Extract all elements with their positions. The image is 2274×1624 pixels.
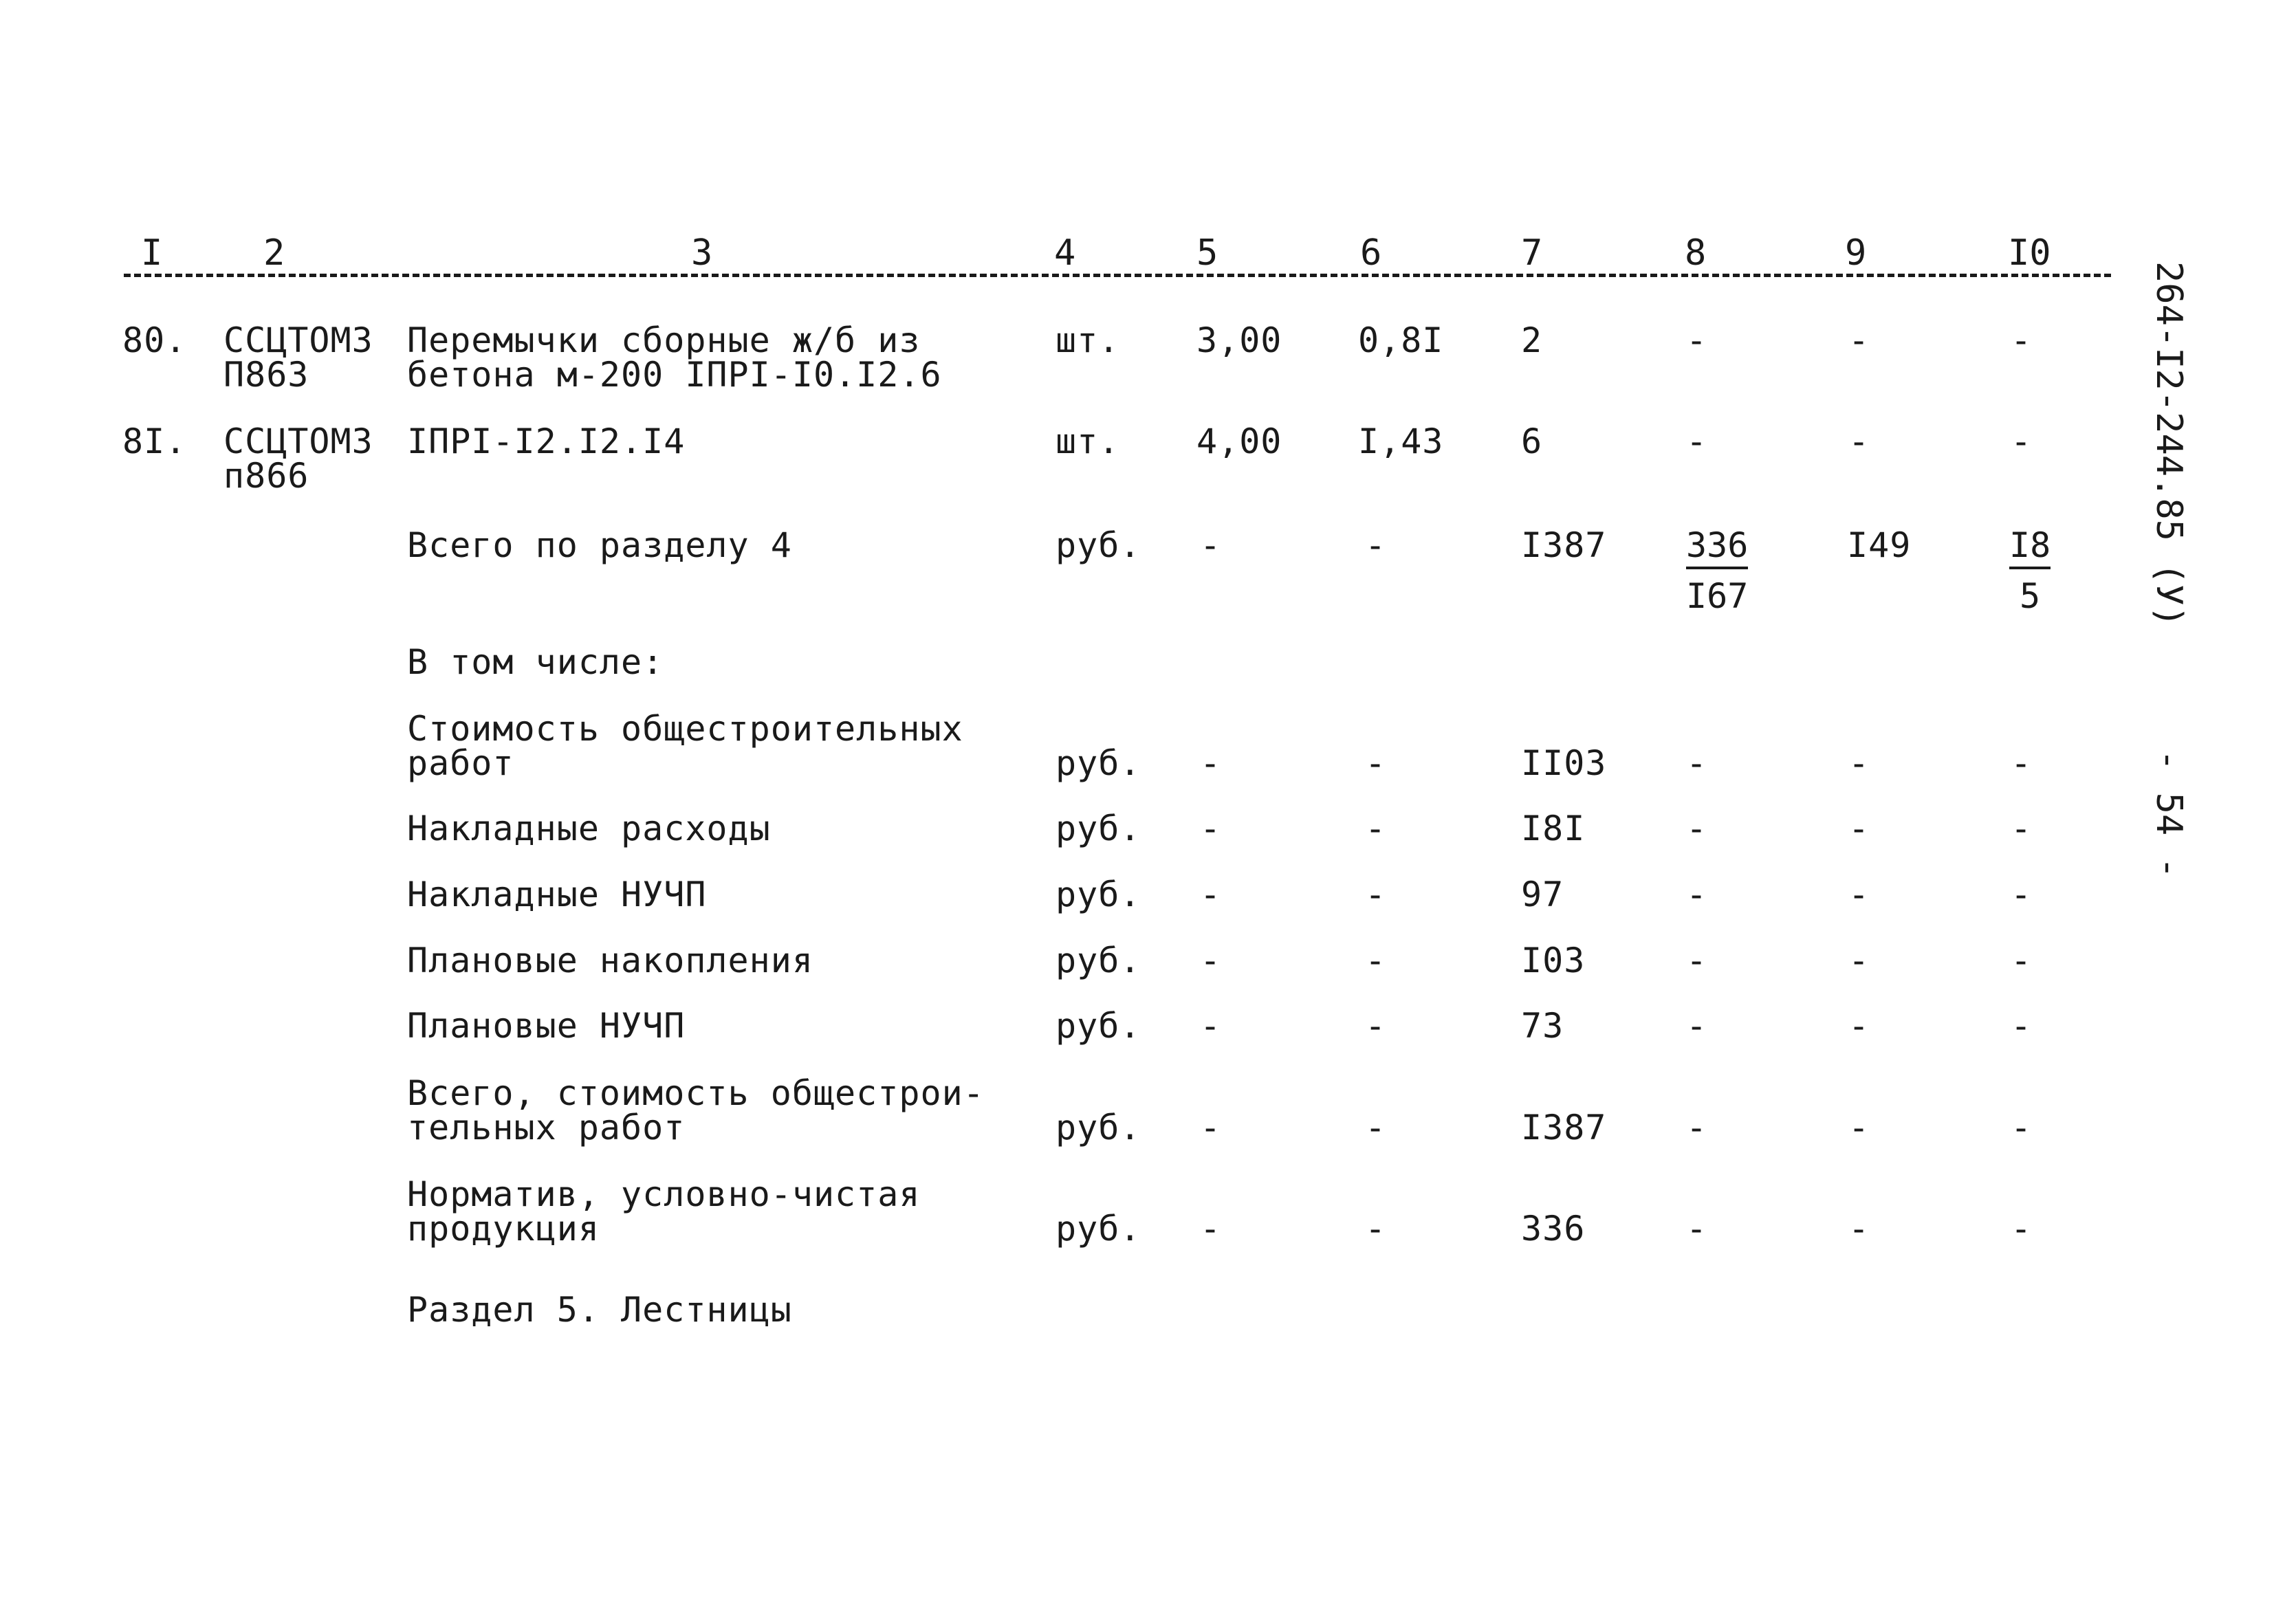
row-81-col10: - (2011, 421, 2033, 461)
row-81-code-line2: п866 (223, 456, 309, 496)
row-80-code-line2: П863 (223, 355, 309, 395)
row-80-unit: шт. (1056, 320, 1120, 360)
row-81-unit: шт. (1056, 421, 1120, 461)
breakdown-2-col6: - (1365, 875, 1387, 914)
total-section-col7: I387 (1521, 525, 1607, 565)
total-section-col5: - (1200, 525, 1222, 565)
col-header-9: 9 (1845, 232, 1867, 274)
row-81-col6: I,43 (1358, 421, 1444, 461)
breakdown-1-desc: Накладные расходы (407, 809, 771, 848)
col-header-8: 8 (1685, 232, 1707, 274)
side-page-number: - 54 - (2148, 749, 2189, 879)
row-81-number: 8I. (122, 421, 187, 461)
breakdown-0-desc-line1: Стоимость общестроительных (407, 709, 963, 749)
breakdown-3-desc: Плановые накопления (407, 941, 813, 980)
breakdown-1-col8: - (1686, 809, 1708, 848)
breakdown-4-col10: - (2011, 1006, 2033, 1046)
col-header-5: 5 (1196, 232, 1218, 274)
breakdown-4-col6: - (1365, 1006, 1387, 1046)
breakdown-1-col7: I8I (1521, 809, 1586, 848)
total-section-col10-fraction (2009, 525, 2051, 616)
breakdown-0-col7: II03 (1521, 743, 1607, 783)
col8-numerator: 336 (1686, 528, 1748, 569)
breakdown-0-col10: - (2011, 743, 2033, 783)
row-81-code-line1: ССЦТОМЗ (223, 421, 373, 461)
side-document-code: 264-I2-244.85 (У) (2148, 261, 2189, 628)
row-80-col10: - (2011, 320, 2033, 360)
section-5-heading: Раздел 5. Лестницы (407, 1290, 792, 1330)
breakdown-6-col10: - (2011, 1209, 2033, 1249)
breakdown-5-col7: I387 (1521, 1108, 1607, 1148)
total-section-col8-fraction (1686, 525, 1749, 616)
total-section-col6: - (1365, 525, 1387, 565)
row-80-col9: - (1848, 320, 1870, 360)
breakdown-6-desc-line2: продукция (407, 1209, 600, 1249)
col-header-1: I (141, 232, 163, 274)
breakdown-1-col10: - (2011, 809, 2033, 848)
col-header-2: 2 (263, 232, 285, 274)
row-80-col7: 2 (1521, 320, 1543, 360)
breakdown-0-desc-line2: работ (407, 743, 514, 783)
breakdown-5-col9: - (1848, 1108, 1870, 1148)
breakdown-5-desc-line2: тельных работ (407, 1108, 686, 1148)
breakdown-1-col6: - (1365, 809, 1387, 848)
row-80-number: 80. (122, 320, 187, 360)
row-80-col5: 3,00 (1196, 320, 1282, 360)
breakdown-4-col5: - (1200, 1006, 1222, 1046)
breakdown-1-col9: - (1848, 809, 1870, 848)
breakdown-5-unit: руб. (1056, 1108, 1141, 1148)
breakdown-4-col8: - (1686, 1006, 1708, 1046)
breakdown-3-col8: - (1686, 941, 1708, 980)
breakdown-0-col5: - (1200, 743, 1222, 783)
breakdown-3-col6: - (1365, 941, 1387, 980)
breakdown-4-unit: руб. (1056, 1006, 1141, 1046)
row-81-col8: - (1686, 421, 1708, 461)
row-81-desc: IПРI-I2.I2.I4 (407, 421, 686, 461)
col-header-3: 3 (691, 232, 713, 274)
row-81-col5: 4,00 (1196, 421, 1282, 461)
breakdown-5-desc-line1: Всего, стоимость общестрои- (407, 1073, 985, 1113)
total-section-col9: I49 (1847, 525, 1912, 565)
breakdown-5-col5: - (1200, 1108, 1222, 1148)
row-80-code-line1: ССЦТОМЗ (223, 320, 373, 360)
row-80-desc-line2: бетона м-200 IПРI-I0.I2.6 (407, 355, 942, 395)
breakdown-3-col9: - (1848, 941, 1870, 980)
breakdown-0-col8: - (1686, 743, 1708, 783)
breakdown-2-col7: 97 (1521, 875, 1564, 914)
breakdown-6-col6: - (1365, 1209, 1387, 1249)
breakdown-3-col5: - (1200, 941, 1222, 980)
breakdown-6-unit: руб. (1056, 1209, 1141, 1249)
breakdown-6-col8: - (1686, 1209, 1708, 1249)
breakdown-0-col6: - (1365, 743, 1387, 783)
breakdown-1-col5: - (1200, 809, 1222, 848)
breakdown-2-col10: - (2011, 875, 2033, 914)
breakdown-6-col5: - (1200, 1209, 1222, 1249)
col-header-4: 4 (1054, 232, 1076, 274)
total-section-unit: руб. (1056, 525, 1141, 565)
col10-numerator: I8 (2009, 528, 2051, 569)
breakdown-4-col9: - (1848, 1006, 1870, 1046)
breakdown-4-desc: Плановые НУЧП (407, 1006, 686, 1046)
breakdown-3-unit: руб. (1056, 941, 1141, 980)
breakdown-2-col5: - (1200, 875, 1222, 914)
breakdown-5-col8: - (1686, 1108, 1708, 1148)
breakdown-6-desc-line1: Норматив, условно-чистая (407, 1174, 921, 1214)
breakdown-4-col7: 73 (1521, 1006, 1564, 1046)
row-81-col7: 6 (1521, 421, 1543, 461)
breakdown-0-unit: руб. (1056, 743, 1141, 783)
breakdown-2-desc: Накладные НУЧП (407, 875, 707, 914)
col-header-7: 7 (1521, 232, 1543, 274)
including-label: В том числе: (407, 642, 664, 682)
breakdown-0-col9: - (1848, 743, 1870, 783)
header-dashed-rule (124, 274, 2111, 277)
breakdown-2-unit: руб. (1056, 875, 1141, 914)
breakdown-5-col10: - (2011, 1108, 2033, 1148)
breakdown-3-col10: - (2011, 941, 2033, 980)
col10-denominator: 5 (2020, 576, 2041, 616)
col8-denominator: I67 (1686, 576, 1749, 616)
col-header-10: I0 (2008, 232, 2051, 274)
breakdown-2-col9: - (1848, 875, 1870, 914)
row-80-desc-line1: Перемычки сборные ж/б из (407, 320, 921, 360)
total-section-desc: Всего по разделу 4 (407, 525, 792, 565)
breakdown-1-unit: руб. (1056, 809, 1141, 848)
breakdown-6-col7: 336 (1521, 1209, 1586, 1249)
breakdown-6-col9: - (1848, 1209, 1870, 1249)
row-80-col8: - (1686, 320, 1708, 360)
breakdown-3-col7: I03 (1521, 941, 1586, 980)
breakdown-5-col6: - (1365, 1108, 1387, 1148)
row-80-col6: 0,8I (1358, 320, 1444, 360)
row-81-col9: - (1848, 421, 1870, 461)
col-header-6: 6 (1360, 232, 1382, 274)
breakdown-2-col8: - (1686, 875, 1708, 914)
